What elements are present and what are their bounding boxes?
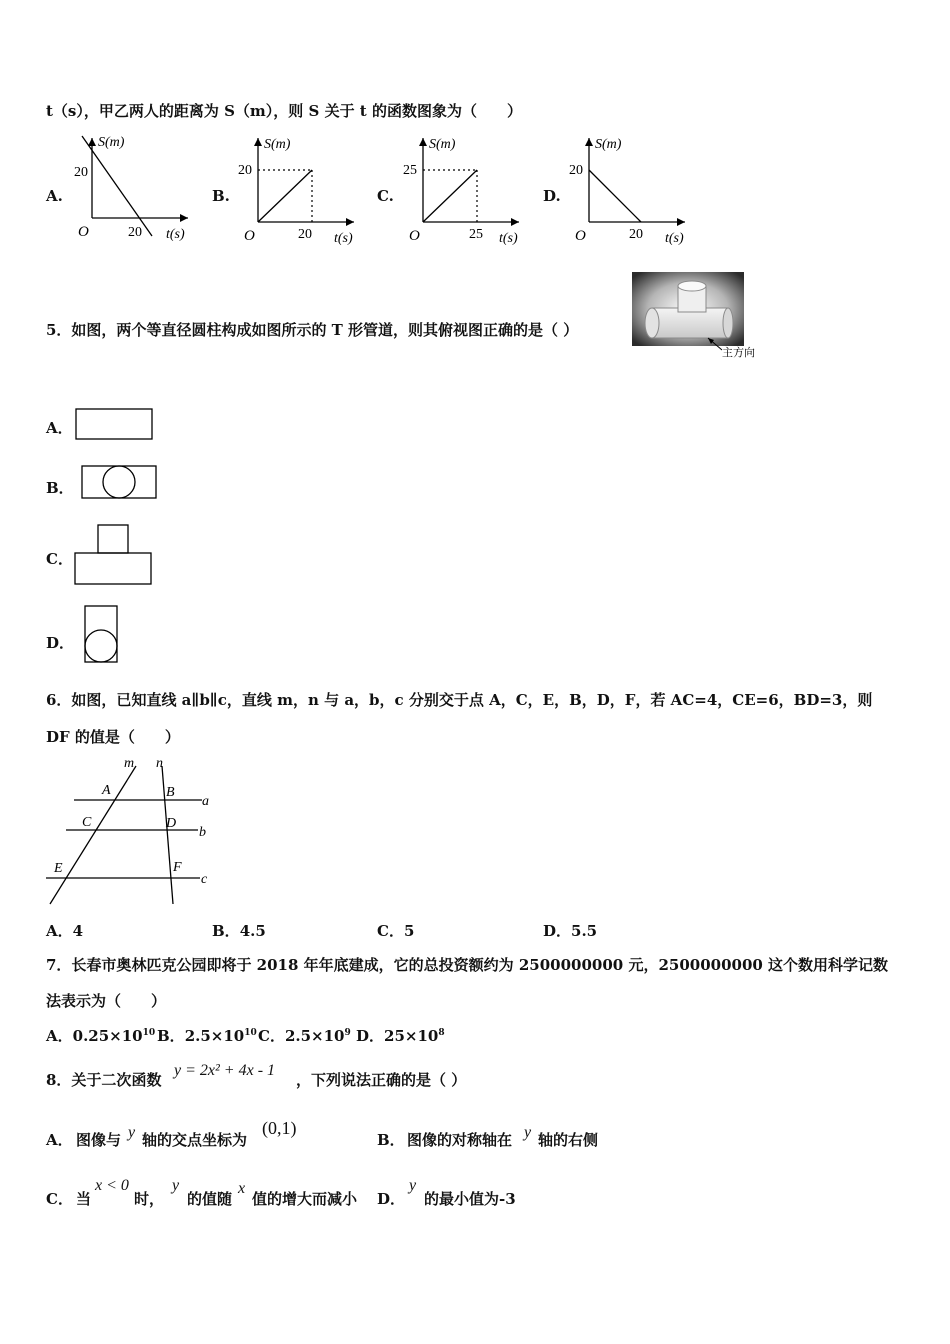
q8-option-c-text4: 值的增大而减小 xyxy=(252,1190,358,1208)
q4-d-origin: O xyxy=(575,228,586,244)
q8-option-b-text1: 图像的对称轴在 xyxy=(407,1131,513,1149)
q5-option-b-figure xyxy=(80,463,160,503)
q6-label-a: a xyxy=(202,794,209,809)
q8-option-c-text1: 当 xyxy=(76,1190,92,1208)
q4-option-d-label: D. xyxy=(543,187,561,205)
q8-option-c-var1: y xyxy=(172,1177,180,1194)
q5-option-b-label: B． xyxy=(46,479,74,497)
q6-label-E: E xyxy=(54,861,63,876)
q8-stem-prefix: 8．关于二次函数 xyxy=(46,1071,162,1089)
q8-option-c-condition: x < 0 xyxy=(95,1177,129,1194)
q4-d-ytick: 20 xyxy=(569,163,583,178)
q4-c-ytick: 25 xyxy=(403,163,417,178)
q8-option-c-text2: 时， xyxy=(134,1190,165,1208)
q8-option-c-text3: 的值随 xyxy=(187,1190,233,1208)
q6-option-a-label: A． xyxy=(46,922,73,940)
q6-label-c: c xyxy=(201,872,208,887)
q4-option-c-label: C. xyxy=(377,187,394,205)
q7-option-c-label: C． xyxy=(258,1027,285,1045)
q8-option-b-var: y xyxy=(524,1124,532,1141)
q7-option-b xyxy=(157,1025,257,1046)
q4-a-ytick: 20 xyxy=(74,165,88,180)
q4-b-xtick: 20 xyxy=(298,227,312,242)
q6-parallel-lines-figure xyxy=(42,754,222,910)
q5-t-pipe-photo xyxy=(632,272,762,364)
q6-option-c-label: C． xyxy=(377,922,404,940)
q4-b-xlabel: t(s) xyxy=(334,231,353,246)
q8-option-a-text1: 图像与 xyxy=(76,1131,122,1149)
q7-stem-line1: 7．长春市奥林匹克公园即将于 2018 年年底建成，它的总投资额约为 2500000000 元，2500000000 这个数用科学记数 xyxy=(46,956,889,974)
q6-option-d-label: D． xyxy=(543,922,572,940)
q4-c-line xyxy=(423,170,477,222)
q4-graph-d xyxy=(567,132,692,250)
q8-option-a-var: y xyxy=(128,1124,136,1141)
q4-b-ytick: 20 xyxy=(238,163,252,178)
q8-option-a-point: (0,1) xyxy=(262,1118,297,1138)
q6-label-C: C xyxy=(82,815,92,830)
q6-option-b-value: 4.5 xyxy=(239,922,266,940)
q4-graph-c xyxy=(401,132,526,250)
q4-d-xtick: 20 xyxy=(629,227,643,242)
q4-option-b-label: B. xyxy=(212,187,230,205)
q5-photo-caption: 主方向 xyxy=(722,347,755,359)
q4-c-xlabel: t(s) xyxy=(499,231,518,246)
q4-stem: t（s），甲乙两人的距离为 S（m），则 S 关于 t 的函数图象为（ ） xyxy=(46,102,522,120)
q8-option-b-text2: 轴的右侧 xyxy=(538,1131,599,1149)
q7-option-a xyxy=(46,1025,155,1046)
q5-option-c-label: C． xyxy=(46,550,73,568)
q6-option-c xyxy=(377,920,414,941)
q7-option-b-exp: 10 xyxy=(244,1028,257,1038)
q7-option-c xyxy=(258,1025,351,1046)
q6-line-m xyxy=(50,766,136,904)
q6-label-b: b xyxy=(199,825,206,840)
q6-stem-line1: 6．如图，已知直线 a∥b∥c，直线 m，n 与 a，b，c 分别交于点 A，C，E，B，D，F，若 AC=4，CE=6，BD=3，则 xyxy=(46,691,873,709)
q4-c-origin: O xyxy=(409,228,420,244)
q4-d-line xyxy=(589,170,641,222)
q7-option-a-label: A． xyxy=(46,1027,73,1045)
q8-function: y = 2x² + 4x - 1 xyxy=(174,1062,276,1079)
q6-option-a xyxy=(46,920,83,941)
q5-option-c-figure xyxy=(73,522,155,588)
q7-option-c-exp: 9 xyxy=(344,1028,351,1038)
q6-label-D: D xyxy=(166,816,177,831)
q6-option-a-value: 4 xyxy=(72,922,84,940)
q8-option-c-label: C． xyxy=(46,1190,73,1208)
q6-label-F: F xyxy=(173,860,182,875)
q7-option-d-label: D． xyxy=(356,1027,385,1045)
q6-option-b-label: B． xyxy=(212,922,240,940)
q8-option-c-var2: x xyxy=(238,1180,246,1197)
q8-option-a-text2: 轴的交点坐标为 xyxy=(142,1131,248,1149)
q6-stem-line2: DF 的值是（ ） xyxy=(46,728,180,746)
q4-graph-b xyxy=(236,132,361,250)
q7-option-a-value: 0.25×10 xyxy=(72,1027,143,1045)
q6-option-d xyxy=(543,920,597,941)
q4-option-a-label: A. xyxy=(46,187,63,205)
q6-option-d-value: 5.5 xyxy=(571,922,598,940)
q6-option-b xyxy=(212,920,266,941)
q4-graph-a xyxy=(70,132,195,250)
q7-option-d-value: 25×10 xyxy=(384,1027,439,1045)
q4-a-xtick: 20 xyxy=(128,225,142,240)
q5-option-d-label: D． xyxy=(46,634,75,652)
q4-b-line xyxy=(258,170,312,222)
q6-label-B: B xyxy=(166,785,175,800)
q8-option-a-label: A． xyxy=(46,1131,73,1149)
q5-stem: 5．如图，两个等直径圆柱构成如图所示的 T 形管道，则其俯视图正确的是（ ） xyxy=(46,321,579,339)
q7-option-d xyxy=(356,1025,445,1046)
q4-a-ylabel: S(m) xyxy=(98,135,125,150)
q7-option-c-value: 2.5×10 xyxy=(284,1027,345,1045)
q4-c-xtick: 25 xyxy=(469,227,483,242)
q5-option-a-label: A． xyxy=(46,419,73,437)
q6-option-c-value: 5 xyxy=(403,922,415,940)
q7-option-b-value: 2.5×10 xyxy=(184,1027,245,1045)
q6-label-m: m xyxy=(124,756,135,771)
q8-option-d-var: y xyxy=(409,1177,417,1194)
q8-option-b-label: B． xyxy=(377,1131,405,1149)
q7-option-a-exp: 10 xyxy=(142,1028,156,1038)
q4-b-ylabel: S(m) xyxy=(264,137,291,152)
q8-option-d-label: D． xyxy=(377,1190,406,1208)
q4-b-origin: O xyxy=(244,228,255,244)
q4-a-origin: O xyxy=(78,224,89,240)
q4-d-xlabel: t(s) xyxy=(665,231,684,246)
q4-c-ylabel: S(m) xyxy=(429,137,456,152)
q6-label-A: A xyxy=(102,783,111,798)
q5-option-a-figure xyxy=(74,406,156,444)
q7-stem-line2: 法表示为（ ） xyxy=(46,992,167,1010)
q8-option-d-text1: 的最小值为-3 xyxy=(424,1190,516,1208)
q7-option-d-exp: 8 xyxy=(438,1028,445,1038)
q6-label-n: n xyxy=(156,756,163,771)
q8-stem-suffix: ，下列说法正确的是（ ） xyxy=(296,1071,467,1089)
q5-option-d-figure xyxy=(82,603,122,667)
q7-option-b-label: B． xyxy=(157,1027,185,1045)
q4-a-xlabel: t(s) xyxy=(166,227,185,242)
q4-d-ylabel: S(m) xyxy=(595,137,622,152)
